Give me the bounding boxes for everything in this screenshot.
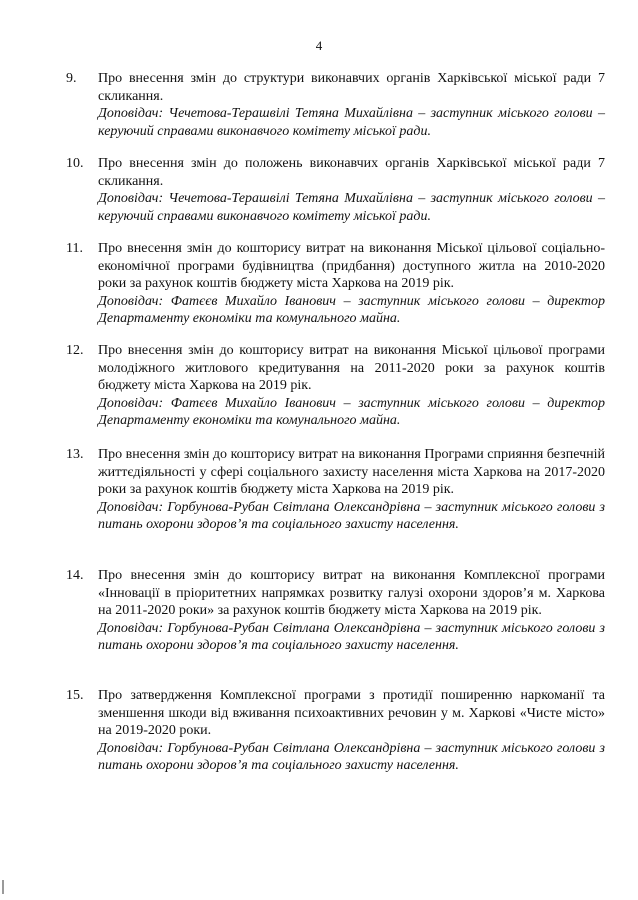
agenda-item-13 — [66, 446, 606, 534]
item-speaker: Доповідач: Чечетова-Терашвілі Тетяна Михайлівна – заступник міського голови – керуючий справами виконавчого комітету міської ради. — [98, 191, 605, 224]
item-body — [98, 342, 605, 430]
item-title: Про внесення змін до кошторису витрат на виконання Міської цільової соціально-економічної програми будівництва (придбання) доступного житла на 2010-2020 роки за рахунок коштів бюджету міста Харкова на 2019 рік. — [98, 241, 605, 291]
item-speaker: Доповідач: Горбунова-Рубан Світлана Олександрівна – заступник міського голови з питань охорони здоров’я та соціального захисту населення. — [98, 740, 605, 773]
item-title: Про внесення змін до положень виконавчих органів Харківської міської ради 7 скликання. — [98, 156, 605, 189]
item-speaker: Доповідач: Фатєєв Михайло Іванович – заступник міського голови – директор Департаменту економіки та комунального майна. — [98, 293, 605, 326]
item-number: 11. — [66, 241, 83, 256]
item-body — [98, 687, 605, 775]
agenda-item-11 — [66, 240, 606, 328]
agenda-item-14 — [66, 567, 606, 655]
item-speaker: Доповідач: Горбунова-Рубан Світлана Олександрівна – заступник міського голови з питань охорони здоров’я та соціального захисту населення. — [98, 499, 605, 532]
item-title: Про внесення змін до кошторису витрат на виконання Програми сприяння безпечній життєдіяльності у сфері соціального захисту населення міста Харкова на 2017-2020 роки за рахунок коштів бюджету міста Харкова на 2019 рік. — [98, 447, 605, 497]
item-body — [98, 70, 605, 140]
page-number: 4 — [315, 38, 323, 53]
item-speaker: Доповідач: Горбунова-Рубан Світлана Олександрівна – заступник міського голови з питань охорони здоров’я та соціального захисту населення. — [98, 620, 605, 653]
item-speaker: Доповідач: Чечетова-Терашвілі Тетяна Михайлівна – заступник міського голови – керуючий справами виконавчого комітету міської ради. — [98, 106, 605, 139]
agenda-item-15 — [66, 687, 606, 775]
item-number: 9. — [66, 71, 77, 86]
item-body — [98, 155, 605, 225]
item-title: Про внесення змін до кошторису витрат на виконання Комплексної програми «Інновації в пріоритетних напрямках розвитку галузі охорони здоров’я м. Харкова на 2011-2020 роки» за рахунок коштів бюджету міста Харкова на 2019 рік. — [98, 568, 605, 618]
item-number: 13. — [66, 447, 84, 462]
item-title: Про внесення змін до кошторису витрат на виконання Міської цільової програми молодіжного житлового кредитування на 2011-2020 роки за рахунок коштів бюджету міста Харкова на 2019 рік. — [98, 343, 605, 393]
item-number: 14. — [66, 568, 84, 583]
item-number: 15. — [66, 688, 84, 703]
item-body — [98, 567, 605, 655]
item-number: 10. — [66, 156, 84, 171]
scan-edge-mark — [2, 880, 4, 894]
agenda-item-10 — [66, 155, 606, 225]
item-speaker: Доповідач: Фатєєв Михайло Іванович – заступник міського голови – директор Департаменту економіки та комунального майна. — [98, 395, 605, 428]
item-title: Про внесення змін до структури виконавчих органів Харківської міської ради 7 скликання. — [98, 71, 605, 104]
item-body — [98, 240, 605, 328]
agenda-item-9 — [66, 70, 606, 140]
item-body — [98, 446, 605, 534]
agenda-item-12 — [66, 342, 606, 430]
item-number: 12. — [66, 343, 84, 358]
item-title: Про затвердження Комплексної програми з протидії поширенню наркоманії та зменшення шкоди від вживання психоактивних речовин у м. Харкові «Чисте місто» на 2019-2020 роки. — [98, 688, 605, 738]
